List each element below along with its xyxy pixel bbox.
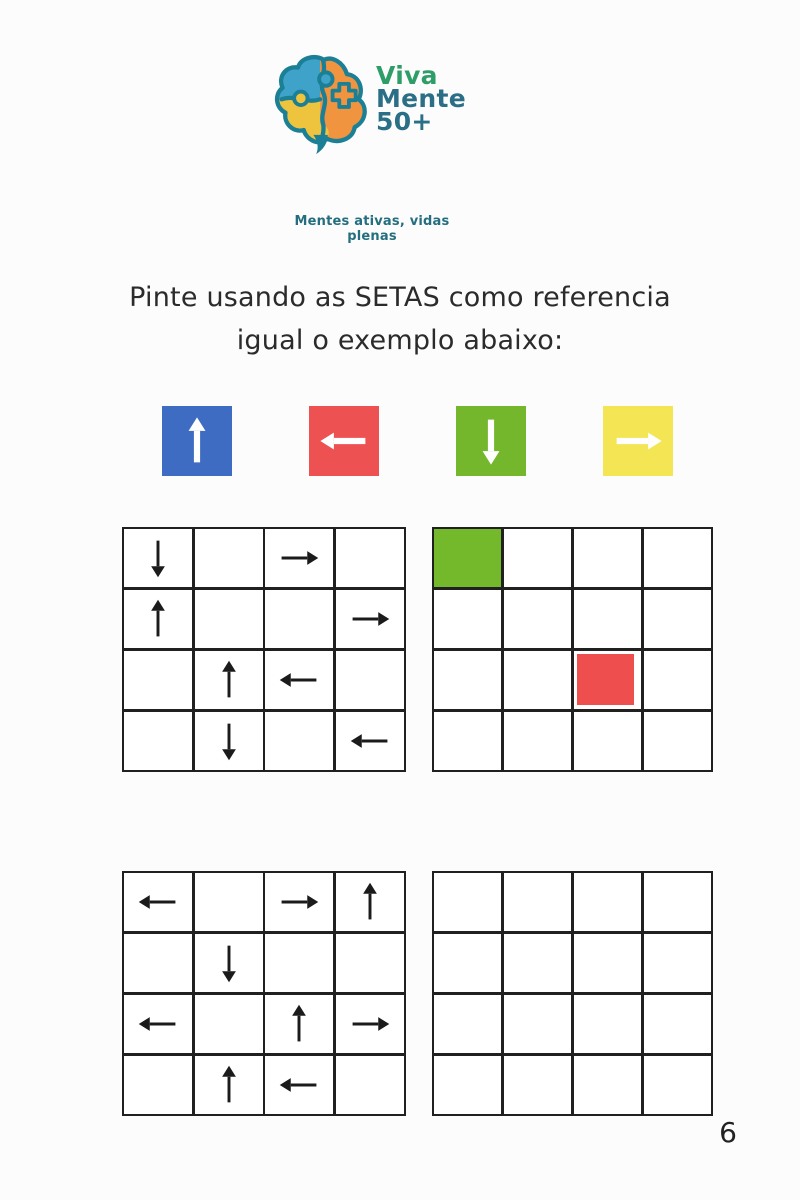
logo-title-viva: Viva: [376, 61, 438, 90]
empty-cell: [574, 873, 641, 931]
empty-cell: [644, 873, 711, 931]
cell-arrow-left: [124, 873, 192, 931]
arrow-down-icon: [207, 719, 251, 763]
cell-arrow-up: [195, 1056, 263, 1114]
arrow-right-icon: [277, 880, 321, 924]
green-painted-cell: [434, 529, 501, 587]
viva-mente-logo: [272, 54, 492, 244]
empty-cell: [434, 712, 501, 770]
empty-cell: [336, 529, 404, 587]
empty-cell: [195, 529, 263, 587]
red-cell-fill: [577, 654, 634, 705]
empty-cell: [504, 590, 571, 648]
arrow-down-icon: [207, 941, 251, 985]
arrow-grid-top-left: [122, 527, 406, 772]
empty-cell: [336, 1056, 404, 1114]
empty-cell: [434, 873, 501, 931]
empty-cell: [644, 712, 711, 770]
empty-cell: [124, 712, 192, 770]
empty-cell: [574, 590, 641, 648]
arrow-up-icon: [348, 880, 392, 924]
empty-cell: [336, 934, 404, 992]
empty-cell: [265, 590, 333, 648]
cell-arrow-up: [195, 651, 263, 709]
arrow-left-icon: [136, 1002, 180, 1046]
cell-arrow-left: [124, 995, 192, 1053]
arrow-up-icon: [207, 658, 251, 702]
empty-cell: [124, 1056, 192, 1114]
legend-square-red-left: [309, 406, 379, 476]
brain-puzzle-icon: [272, 54, 372, 158]
cell-arrow-left: [265, 651, 333, 709]
empty-cell: [644, 934, 711, 992]
arrow-right-icon: [277, 536, 321, 580]
empty-cell: [644, 995, 711, 1053]
empty-cell: [434, 1056, 501, 1114]
empty-cell: [644, 529, 711, 587]
answer-grid-empty: [432, 871, 713, 1116]
cell-arrow-down: [124, 529, 192, 587]
instruction-text: [0, 276, 800, 362]
empty-cell: [124, 934, 192, 992]
empty-cell: [644, 1056, 711, 1114]
empty-cell: [195, 995, 263, 1053]
cell-arrow-up: [124, 590, 192, 648]
logo-title: [376, 54, 467, 136]
legend-square-yellow-right: [603, 406, 673, 476]
empty-cell: [195, 590, 263, 648]
color-arrow-legend: [162, 406, 673, 476]
arrow-left-icon: [277, 658, 321, 702]
arrow-up-icon: [277, 1002, 321, 1046]
empty-cell: [644, 651, 711, 709]
arrow-left-icon: [136, 880, 180, 924]
empty-cell: [434, 995, 501, 1053]
arrow-right-icon: [611, 414, 665, 468]
cell-arrow-down: [195, 712, 263, 770]
empty-cell: [504, 712, 571, 770]
empty-cell: [504, 651, 571, 709]
legend-square-blue-up: [162, 406, 232, 476]
empty-cell: [504, 934, 571, 992]
example-colored-grid: [432, 527, 713, 772]
empty-cell: [265, 712, 333, 770]
cell-arrow-left: [265, 1056, 333, 1114]
logo-title-50plus: 50+: [376, 107, 433, 136]
green-cell-fill: [434, 529, 501, 587]
empty-cell: [574, 934, 641, 992]
empty-cell: [336, 651, 404, 709]
empty-cell: [644, 590, 711, 648]
worksheet-grids: [122, 527, 713, 1116]
cell-arrow-down: [195, 934, 263, 992]
empty-cell: [504, 995, 571, 1053]
arrow-down-icon: [464, 414, 518, 468]
red-painted-cell: [574, 651, 641, 709]
empty-cell: [434, 934, 501, 992]
cell-arrow-up: [265, 995, 333, 1053]
empty-cell: [504, 873, 571, 931]
arrow-left-icon: [317, 414, 371, 468]
arrow-right-icon: [348, 1002, 392, 1046]
empty-cell: [574, 529, 641, 587]
empty-cell: [574, 1056, 641, 1114]
cell-arrow-left: [336, 712, 404, 770]
arrow-up-icon: [136, 597, 180, 641]
arrow-grid-bottom-left: [122, 871, 406, 1116]
logo-title-mente: Mente: [376, 84, 467, 113]
cell-arrow-right: [265, 873, 333, 931]
arrow-up-icon: [170, 414, 224, 468]
empty-cell: [124, 651, 192, 709]
instruction-line-1: Pinte usando as SETAS como referencia: [129, 282, 671, 313]
empty-cell: [195, 873, 263, 931]
empty-cell: [504, 1056, 571, 1114]
cell-arrow-right: [336, 590, 404, 648]
empty-cell: [265, 934, 333, 992]
empty-cell: [574, 712, 641, 770]
page-number: 6: [719, 1116, 737, 1149]
arrow-left-icon: [277, 1063, 321, 1107]
empty-cell: [434, 590, 501, 648]
cell-arrow-up: [336, 873, 404, 931]
arrow-right-icon: [348, 597, 392, 641]
legend-square-green-down: [456, 406, 526, 476]
empty-cell: [574, 995, 641, 1053]
cell-arrow-right: [336, 995, 404, 1053]
arrow-up-icon: [207, 1063, 251, 1107]
empty-cell: [434, 651, 501, 709]
instruction-line-2: igual o exemplo abaixo:: [236, 325, 564, 356]
arrow-down-icon: [136, 536, 180, 580]
arrow-left-icon: [348, 719, 392, 763]
cell-arrow-right: [265, 529, 333, 587]
logo-tagline: Mentes ativas, vidas plenas: [294, 214, 450, 244]
empty-cell: [504, 529, 571, 587]
